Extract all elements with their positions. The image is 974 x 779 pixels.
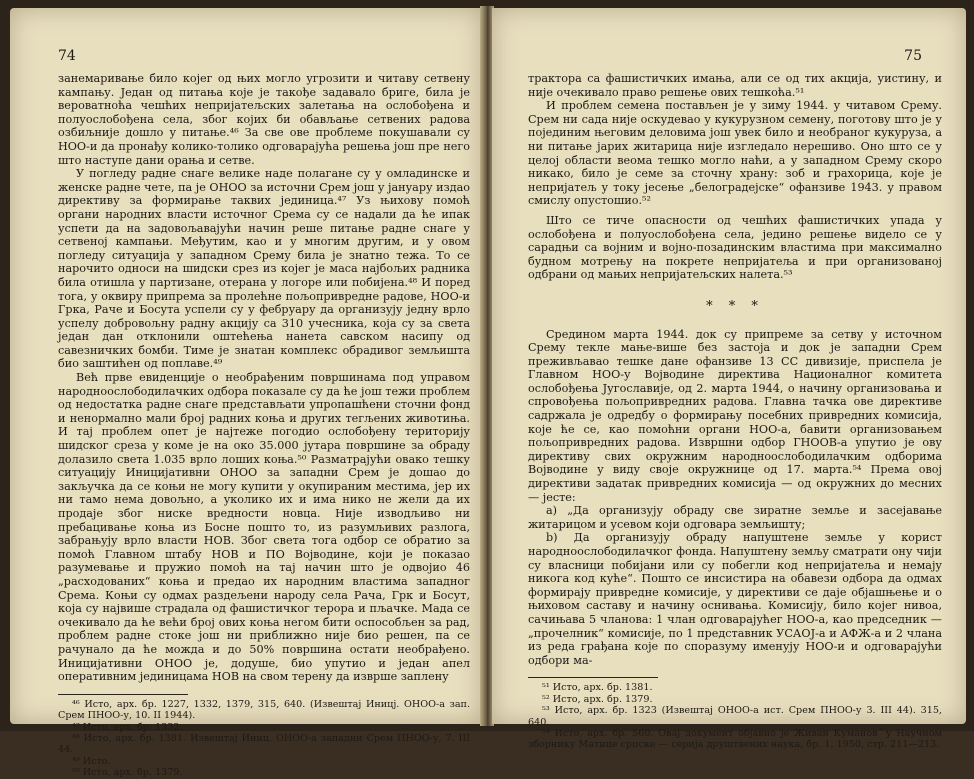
footnote-rule [528,677,658,678]
body-text [528,72,942,751]
footnote: ⁵² Исто, арх. бр. 1379. [542,693,653,705]
left-page [10,8,482,779]
footnote: ⁵³ Исто, арх. бр. 1323 (Извештај ОНОО-а ист. Срем ПНОО-у 3. III 44). 315, 640. [528,705,942,728]
paragraph: занемаривање било којег од њих могло угрозити и читаву сетвену кампању. Један од питања које је такође задавало бриге, била је вероватноћа чешћих непријатељских залетања на ослобођена и полуослобођена села, због којих би обављање сетвених радова озбиљније дошло у питање.⁴⁶ За све ове проблеме покушавали су НОО-и да пронађу колико-толико одговарајућа решења још пре него што наступе дани орања и сетве. [58,72,470,167]
page-number: 75 [904,48,922,64]
footnotes [58,699,470,779]
paragraph: Што се тиче опасности од чешћих фашистичких упада у ослобођена и полуослобођена села, једино решење видело се у сарадњи са војним и војно-позадинским властима при максимално будном мотрењу на покрете непријатеља и при организованој одбрани од мањих непријатељских налета.⁵³ [528,213,942,282]
paragraph: И проблем семена постављен је у зиму 1944. у читавом Срему. Срем ни сада није оскудевао у кукурузном семену, поготову што је у појединим његовим деловима још увек било и необраног кукуруза, а ни питање јарих житарица није изгледало нерешиво. Оно што се у целој области веома тешко могло наћи, а у западном Срему скоро никако, било је семе за сточну храну: зоб и грахорица, које је непријатељ у току јесење „белоградејске“ офанзиве 1943. у правом смислу опустошио.⁵² [528,99,942,208]
footnote: ⁴⁷ Исто, арх. бр. 1332. [72,721,183,733]
paragraph: Средином марта 1944. док су припреме за сетву у источном Срему текле мање-више без застоја и док је западни Срем преживљавао тешке дане офанзиве 13 СС дивизије, приспела је Главном НОО-у Војводине директива Националног комитета ослобођења Југославије, од 2. марта 1944, о начину организовања и спровођења пољопривредних радова. Главна тачка ове директиве садржала је одредбу о формирању посебних привредних комисија, које ће се, као помоћни органи НОО-а, бавити организовањем пољопривредних радова. Извршни одбор ГНООВ-а упутио је ову директиву свих окружним народноослободилачким одборима Војводине у виду своје окружнице од 17. марта.⁵⁴ Према овој директиви задатак привредних комисија — од окружних до месних — јесте: [528,327,942,504]
list-item: b) Да организују обраду напуштене земље у корист народноослободилачког фонда. Напуштену земљу сматрати ону чији су власници побијани или су побегли код непријатеља и немају никога код куће“. Пошто се инсистира на обавези одбора да одмах формирају привредне комисије, у директиви се даје објашњење и о њиховом саставу и начину оснивања. Комисију, било којег нивоа, сачињава 5 чланова: 1 члан одговарајућег НОО-а, као председник — „прочелник“ комисије, по 1 представник УСАОЈ-а и АФЖ-а и 2 члана из реда грађана које по споразуму именују НОО-и и одговарајући одбори ма- [528,531,942,667]
footnote-rule [58,694,188,695]
list-item: а) „Да организују обраду све зиратне земље и засејавање житарицом и усевом који одговара земљишту; [528,504,942,531]
page-number: 74 [58,48,76,64]
footnote: ⁵⁴ Исто, арх. бр. 560. Овај документ објавио је Живан Кумановˇу Научном зборнику Матице српске — серија друштвених наука, бр. 1, 1950, стр. 211—213. [528,727,942,751]
paragraph: Већ прве евиденције о необрађеним површинама под управом народноослободилачких одбора показале су да ће још тежи проблем од недостатка радне снаге представљати упропашћени сточни фонд и ненормално мали број радних коња и других тегљених животиња. И тај проблем опет је најтеже погодио ослобођену територију шидског среза у коме је на око 35.000 јутара површине за обраду долазило света 1.035 врло лоших коња.⁵⁰ Разматрајући овако тешку ситуацију Иницијативни ОНОО за западни Срем је дошао до закључка да се коњи не могу купити у окупираним местима, јер их ни тамо нема довољно, а уколико их и има нико не жели да их продаје због нискe вредности новца. Није изводљиво ни пребацивање коња из Босне пошто то, из разумљивих разлога, забрањују врло власти НОВ. Због света тога одбор се обратио за помоћ Главном штабу НОВ и ПО Војводине, који је показао разумевање и пружио помоћ на тај начин што је одвојио 46 „расходованих“ коња и предао их народним властима западног Срема. Коњи су одмах раздељени народу села Рача, Грк и Босут, која су највише страдала од фашистичког терора и пљачке. Мада се очекивало да ће већи број ових коња негом бити оспособљен за рад, проблем радне стоке још ни приближно није био решен, па се рачунало да ће можда и до 50% површина остати необрађено. Иницијативни ОНОО је, додуше, био упутио и један апел оперативним јединицама НОВ на свом терену да изврше заплену [58,371,470,684]
paragraph: У погледу радне снаге велике наде полагане су у омладинске и женске радне чете, па је ОНОО за источни Срем још у јануару издао директиву за формирање таквих јединица.⁴⁷ Уз њихову помоћ органи народних власти источног Срема су се надали да ће ипак успети да на задовољавајући начин реше питање радне снаге у сетвеној кампањи. Међутим, као и у многим другим, и у овом погледу ситуација у западном Срему била је знатно тежа. То се нарочито односи на шидски срез из којег је маса најбољих радника била отишла у партизане, отерана у логоре или побијена.⁴⁸ И поред тога, у оквиру припрема за пролећне пољопривредне радове, НОО-и Грка, Раче и Босута успели су у фебруару да организују једну врло успелу добровољну радну акцију са 310 учесника, која су за света један дан отклонили оштећења нанета савском насипу од савезничких бомби. Тиме је знатан комплекс обрадивог земљишта био заштићен од поплаве.⁴⁹ [58,167,470,371]
paragraph: трактора са фашистичких имања, али се од тих акција, уистину, и није очекивало право решење овиx тешкоћа.⁵¹ [528,72,942,99]
right-page [492,8,966,751]
footnote: ⁵¹ Исто, арх. бр. 1381. [542,682,653,694]
footnotes [528,682,942,750]
footnote: ⁴⁹ Исто. [72,755,111,767]
footnote: ⁵⁰ Исто, арх. бр. 1379. [72,767,183,779]
footnote: ⁴⁶ Исто, арх. бр. 1227, 1332, 1379, 315, 640. (Извештај Иницј. ОНОО-а зап. Срем ПНОО-у, 10. II 1944). [58,698,470,722]
section-break: * * * [706,298,764,314]
body-text [58,72,470,779]
footnote: ⁴⁸ Исто, арх. бр. 1381. Извештај Иниц. ОНОО-а западни Срем ПНОО-у, 7. III 44. [58,732,470,756]
